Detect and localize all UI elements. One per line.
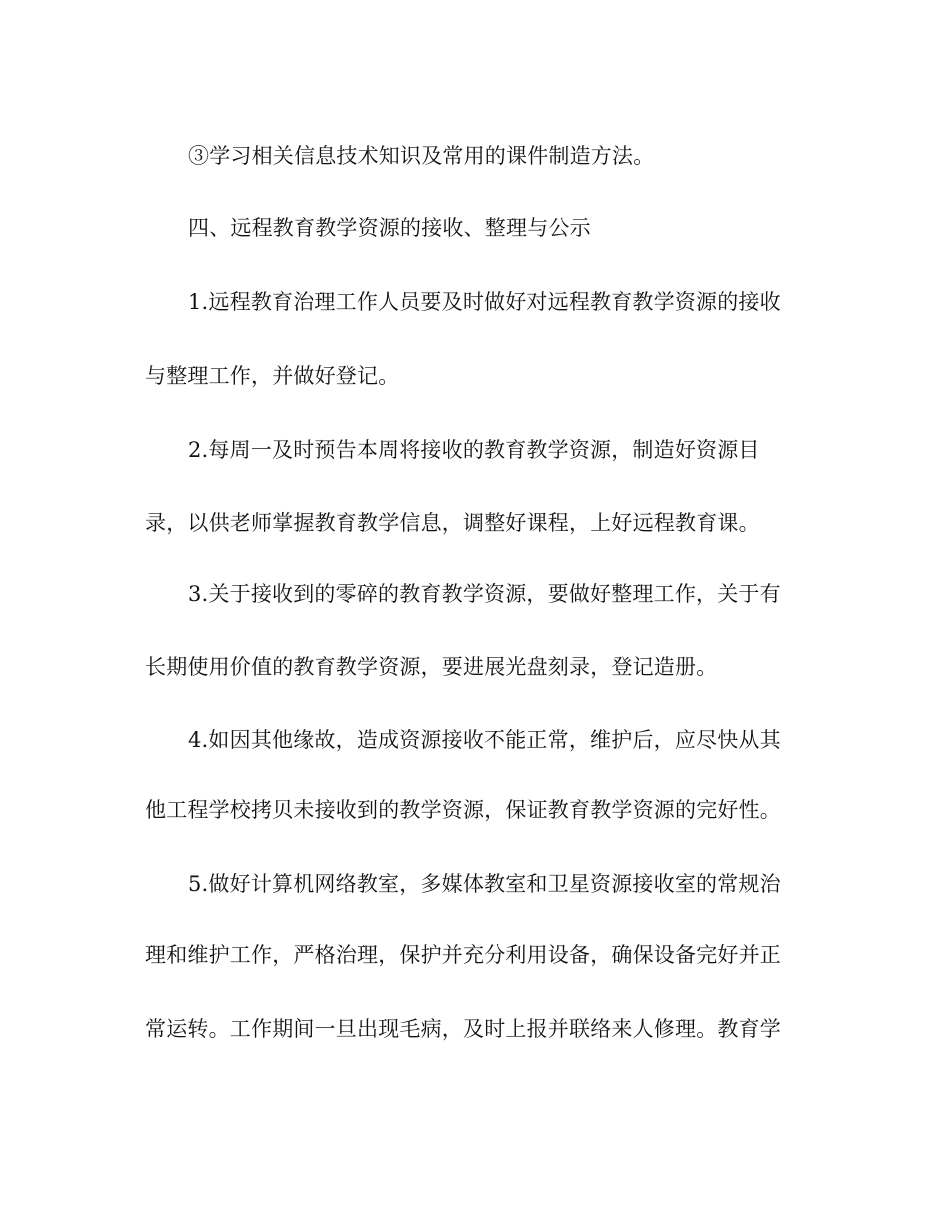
paragraph-line: 他工程学校拷贝未接收到的教学资源，保证教育教学资源的完好性。 — [145, 798, 781, 822]
paragraph-line: ③学习相关信息技术知识及常用的课件制造方法。 — [188, 144, 655, 168]
paragraph-line: 3.关于接收到的零碎的教育教学资源，要做好整理工作，关于有 — [188, 582, 781, 606]
paragraph-line: 1.远程教育治理工作人员要及时做好对远程教育教学资源的接收 — [188, 290, 781, 314]
paragraph-line: 常运转。工作期间一旦出现毛病，及时上报并联络来人修理。教育学 — [145, 1017, 781, 1041]
paragraph-line: 理和维护工作，严格治理，保护并充分利用设备，确保设备完好并正 — [145, 943, 781, 967]
paragraph-line: 2.每周一及时预告本周将接收的教育教学资源，制造好资源目 — [188, 438, 760, 462]
paragraph-line: 4.如因其他缘故，造成资源接收不能正常，维护后，应尽快从其 — [188, 728, 781, 752]
paragraph-line: 录，以供老师掌握教育教学信息，调整好课程，上好远程教育课。 — [145, 511, 760, 535]
paragraph-line: 长期使用价值的教育教学资源，要进展光盘刻录，登记造册。 — [145, 655, 718, 679]
paragraph-line: 5.做好计算机网络教室，多媒体教室和卫星资源接收室的常规治 — [188, 872, 781, 896]
section-heading: 四、远程教育教学资源的接收、整理与公示 — [188, 216, 591, 240]
paragraph-line: 与整理工作，并做好登记。 — [145, 364, 400, 388]
